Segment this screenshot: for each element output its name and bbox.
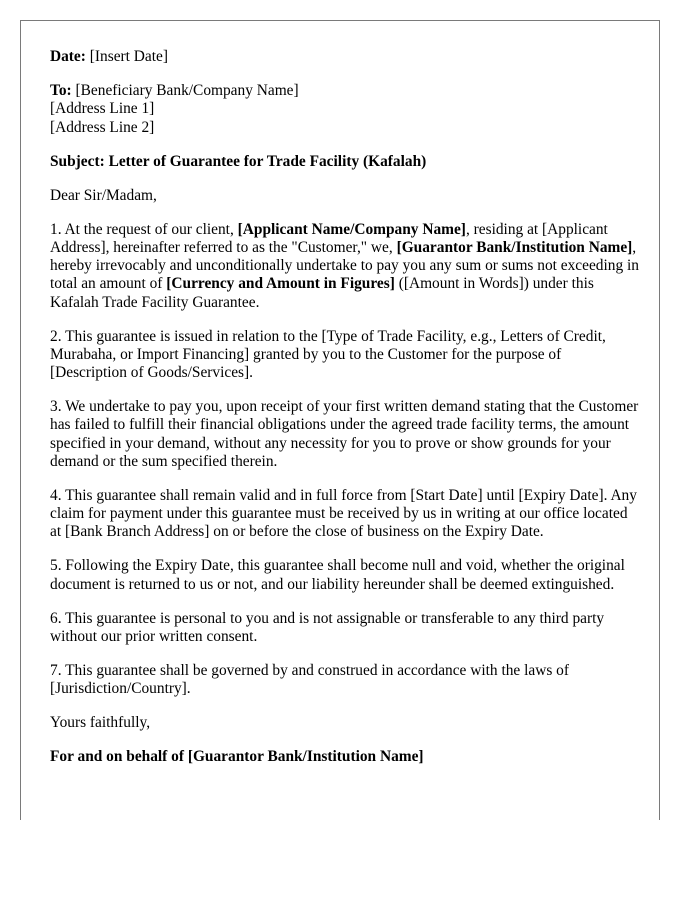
date-value: [Insert Date] [85,48,168,65]
recipient-block [50,82,640,137]
date-label: Date: [50,48,86,65]
paragraph-1-text-1: 1. At the request of our client, [50,220,238,238]
paragraph-4: 4. This guarantee shall remain valid and in full force from [Start Date] until [Expiry Date]. Any claim for payment under this guarantee must be received by us in writing at our office located at [Bank Branch Address] on or before the close of business on the Expiry Date. [50,486,637,541]
paragraph-3: 3. We undertake to pay you, upon receipt of your first written demand stating that the Customer has failed to fulfill their financial obligations under the agreed trade facility terms, the amount specified in your demand, without any necessity for you to prove or show grounds for your demand or the sum specified therein. [50,398,639,470]
date-line [50,48,640,66]
paragraph-1-text-2: , residing at [Applicant Address], hereinafter referred to as the "Customer," we, [50,220,608,256]
paragraph-5: 5. Following the Expiry Date, this guarantee shall become null and void, whether the original document is returned to us or not, and our liability hereunder shall be deemed extinguished. [50,557,625,593]
letter-body [50,48,640,782]
paragraph-6: 6. This guarantee is personal to you and is not assignable or transferable to any third party without our prior written consent. [50,609,605,645]
address-line-1: [Address Line 1] [50,100,155,118]
paragraph-1-text-4: ([Amount in Words]) under this Kafalah Trade Facility Guarantee. [50,275,594,311]
address-line-2: [Address Line 2] [50,118,155,136]
closing: Yours faithfully, [50,714,151,732]
paragraph-1-text-3: , hereby irrevocably and unconditionally undertake to pay you any sum or sums not exceeding in total an amount of [50,238,639,293]
applicant-name-placeholder: [Applicant Name/Company Name] [237,220,466,238]
recipient-name: [Beneficiary Bank/Company Name] [71,82,299,100]
paragraph-1 [50,221,640,312]
paragraph-7: 7. This guarantee shall be governed by and construed in accordance with the laws of [Jurisdiction/Country]. [50,661,569,698]
letter-page [20,20,660,820]
to-label: To: [50,82,72,100]
salutation: Dear Sir/Madam, [50,186,157,204]
amount-placeholder: [Currency and Amount in Figures] [166,275,395,293]
recipient-line [50,82,640,100]
signature-text: For and on behalf of [Guarantor Bank/Institution Name] [50,748,424,766]
subject-line [50,153,640,171]
paragraph-2: 2. This guarantee is issued in relation to the [Type of Trade Facility, e.g., Letters of Credit, Murabaha, or Import Financing] granted by you to the Customer for the purpose of [Description of Goods/Services]. [50,327,606,382]
signature-line [50,748,640,766]
guarantor-name-placeholder: [Guarantor Bank/Institution Name] [396,238,633,256]
subject-text: Subject: Letter of Guarantee for Trade Facility (Kafalah) [50,152,427,170]
